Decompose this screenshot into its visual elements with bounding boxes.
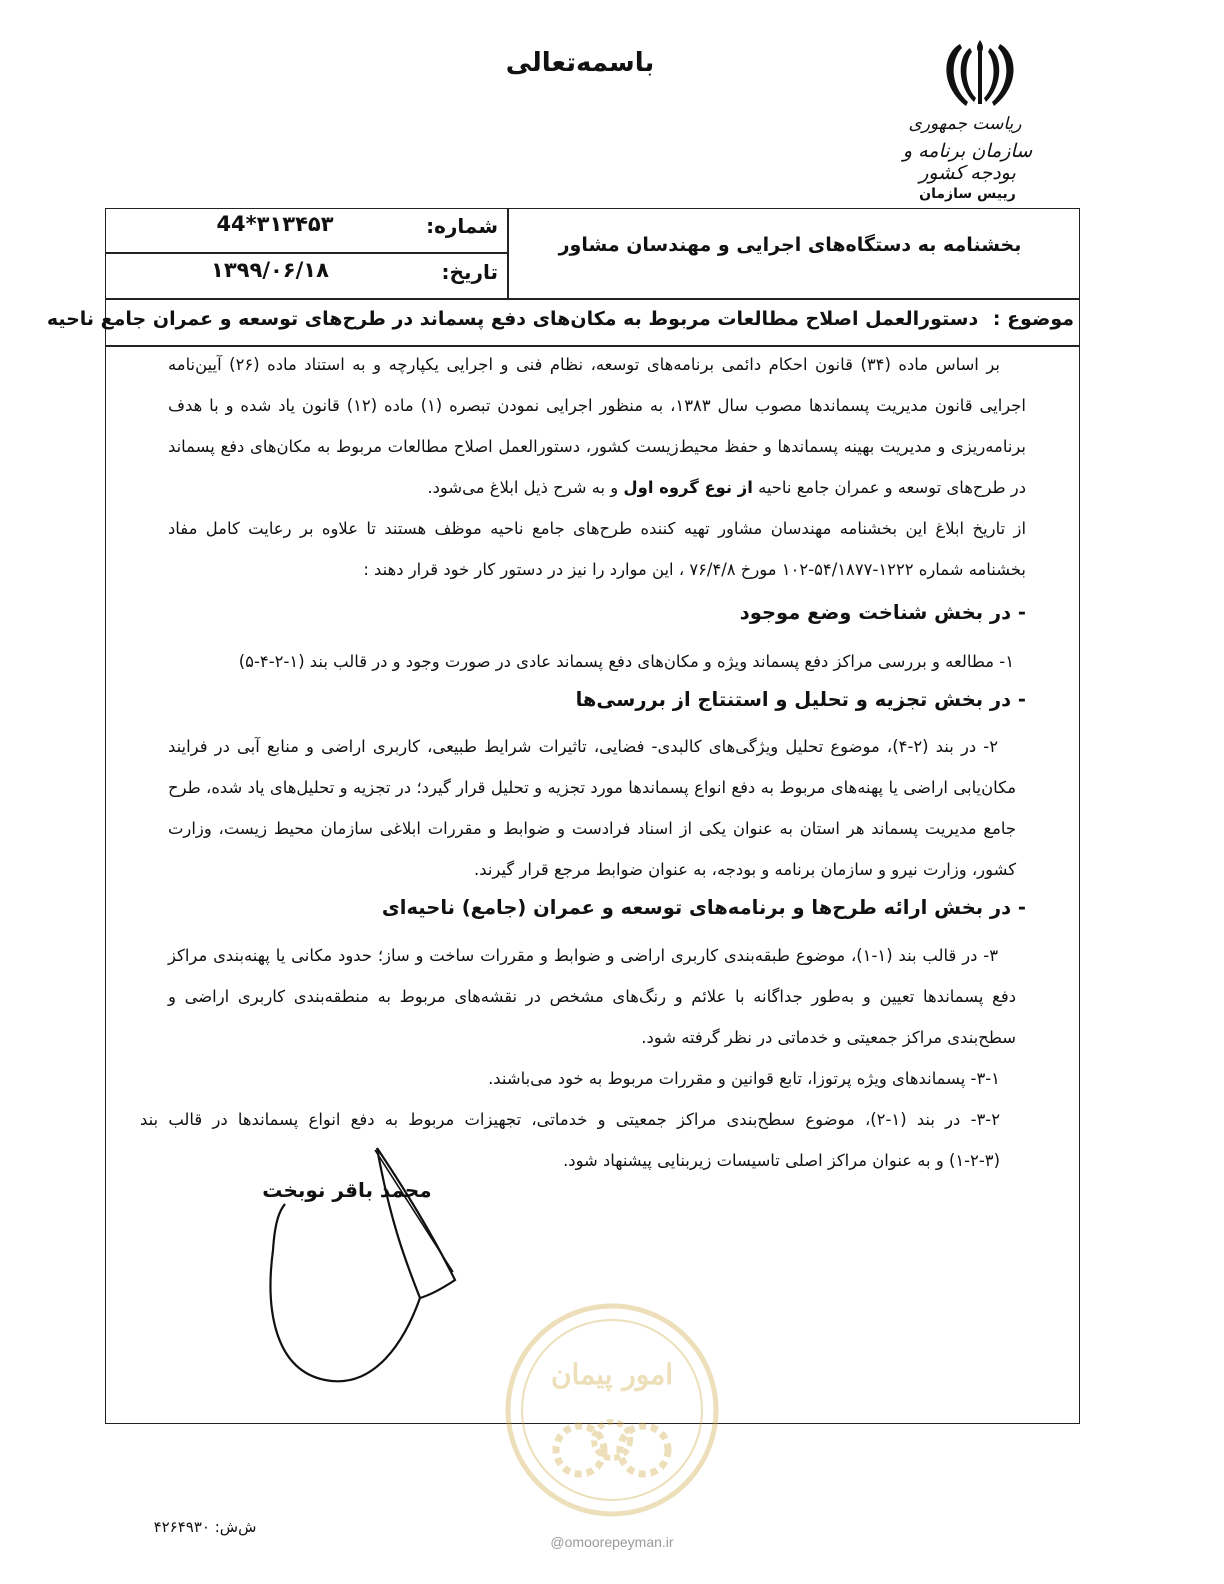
signatory-name: محمد باقر نوبخت — [262, 1178, 432, 1202]
intro-text: بر اساس ماده (۳۴) قانون احکام دائمی برنامه‌های توسعه، نظام فنی و اجرایی یکپارچه و به استناد ماده (۲۶) آیین‌نامه اجرایی قانون مدیریت پسماندها مصوب سال ۱۳۸۳، به منظور اجرایی نمودن تبصره (۱) ماده (۱۲) قانون یاد شده و با هدف برنامه‌ریزی و مدیریت بهینه پسماندها و حفظ محیط‌زیست کشور، دستورالعمل اصلاح مطالعات مربوط به مکان‌های دفع پسماند در طرح‌های توسعه و عمران جامع ناحیه — [168, 355, 1026, 497]
section-heading-analysis: - در بخش تجزیه و تحلیل و استنتاج از بررسی‌ها — [575, 688, 1026, 711]
paragraph-obligation: از تاریخ ابلاغ این بخشنامه مهندسان مشاور تهیه کننده طرح‌های جامع ناحیه موظف هستند تا علاوه بر رعایت کامل مفاد بخشنامه شماره ۱۲۲۲-۵۴/۱۸۷۷-۱۰۲ مورخ ۷۶/۴/۸ ، این موارد را نیز در دستور کار خود قرار دهند : — [168, 519, 1026, 579]
header-divider — [105, 298, 1080, 300]
meta-divider — [105, 252, 508, 254]
item-3-2: ۳-۲- در بند (۱-۲)، موضوع سطح‌بندی مراکز جمعیتی و خدماتی، تجهیزات مربوط به دفع انواع پسماندها در قالب بند — [140, 1110, 1001, 1129]
intro-bold-text: از نوع گروه اول — [623, 478, 753, 497]
org-presidency: ریاست جمهوری — [908, 114, 1022, 134]
item-3-1: ۳-۱- پسماندهای ویژه پرتوزا، تابع قوانین و مقررات مربوط به خود می‌باشند. — [488, 1069, 1000, 1088]
org-head-title: رییس سازمان — [919, 186, 1016, 202]
date-label: تاریخ: — [441, 260, 498, 284]
iran-emblem-icon — [930, 36, 1030, 111]
subject-line — [46, 308, 1074, 330]
item-1: ۱- مطالعه و بررسی مراکز دفع پسماند ویژه و مکان‌های دفع پسماند عادی در صورت وجود و در قالب بند (۱-۲-۴-۵) — [238, 652, 1014, 671]
circular-title: بخشنامه به دستگاه‌های اجرایی و مهندسان مشاور — [558, 234, 1022, 256]
watermark-site: @omoorepeyman.ir — [550, 1534, 674, 1550]
watermark-logo-text: امور پیمان — [550, 1358, 674, 1391]
footer-code: ش‌ش: ۴۲۶۴۹۳۰ — [153, 1518, 257, 1536]
subject-label: موضوع : — [992, 308, 1074, 330]
section-heading-existing: - در بخش شناخت وضع موجود — [739, 601, 1026, 624]
org-name: سازمان برنامه و بودجه کشور — [902, 140, 1033, 184]
item-2: ۲- در بند (۲-۴)، موضوع تحلیل ویژگی‌های کالبدی- فضایی، تاثیرات شرایط طبیعی، کاربری اراضی و منابع آبی در فرایند مکان‌یابی اراضی یا پهنه‌های مربوط به دفع انواع پسماندها مورد تجزیه و تحلیل قرار گیرد؛ در تجزیه و تحلیل‌های یاد شده، طرح جامع مدیریت پسماند هر استان به عنوان یکی از اسناد فرادست و ضوابط و مقررات ابلاغی سازمان محیط زیست، وزارت کشور، وزارت نیرو و سازمان برنامه و بودجه، به عنوان ضوابط مرجع قرار گیرند. — [168, 737, 1016, 879]
item-3-2-continued: (۱-۲-۳) و به عنوان مراکز اصلی تاسیسات زیربنایی پیشنهاد شود. — [563, 1151, 1000, 1170]
item-3: ۳- در قالب بند (۱-۱)، موضوع طبقه‌بندی کاربری اراضی و ضوابط و مقررات ساخت و ساز؛ حدود مکانی یا پهنه‌بندی مراکز دفع پسماندها تعیین و به‌طور جداگانه با علائم و رنگ‌های مشخص در نقشه‌های مربوط به منطقه‌بندی کاربری اراضی و سطح‌بندی مراکز جمعیتی و خدماتی در نظر گرفته شود. — [168, 946, 1016, 1047]
subject-text: دستورالعمل اصلاح مطالعات مربوط به مکان‌های دفع پسماند در طرح‌های توسعه و عمران جامع ناحیه — [46, 308, 979, 330]
date-value: ۱۳۹۹/۰۶/۱۸ — [211, 258, 329, 282]
section-heading-plans: - در بخش ارائه طرح‌ها و برنامه‌های توسعه و عمران (جامع) ناحیه‌ای — [381, 896, 1026, 919]
meta-column-divider — [507, 208, 509, 299]
number-label: شماره: — [426, 214, 498, 238]
number-value: 44*۳۱۳۴۵۳ — [216, 212, 334, 236]
intro-text-end: و به شرح ذیل ابلاغ می‌شود. — [427, 478, 619, 497]
bismillah-heading: باسمه‌تعالی — [505, 48, 655, 78]
watermark-logo — [502, 1300, 722, 1520]
paragraph-intro — [168, 344, 1026, 508]
